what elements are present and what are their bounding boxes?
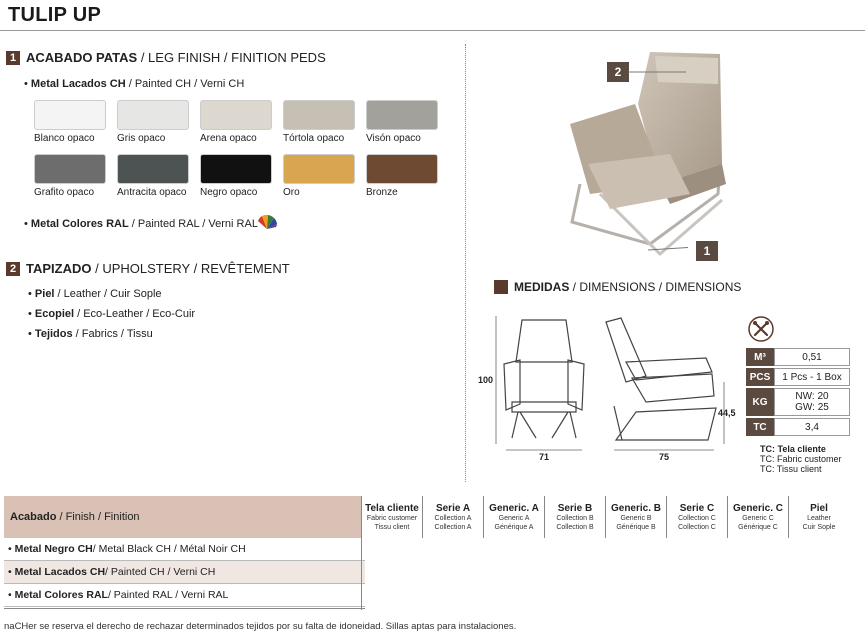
section-number: 1 [6,51,20,65]
spec-table [746,348,850,438]
column-header: Generic. B Generic B Générique B [605,496,666,538]
swatch-chip [366,154,438,184]
upholstery-item: • Ecopiel / Eco-Leather / Eco-Cuir [28,308,196,320]
column-header: Serie C Collection C Collection C [666,496,727,538]
table-row: • Metal Negro CH / Metal Black CH / Métal Noir CH [4,538,365,561]
column-header: Generic. A Generic A Générique A [483,496,544,538]
swatch-chip [200,154,272,184]
swatch[interactable]: Visón opaco [366,100,438,144]
marker-seat: 2 [607,62,629,82]
upholstery-item: • Piel / Leather / Cuir Sople [28,288,162,300]
table-bottom-rule [4,608,365,609]
table-row: • Metal Lacados CH / Painted CH / Verni CH [4,561,365,584]
column-header: Serie A Collection A Collection A [422,496,483,538]
marker-leader-lines [628,62,688,252]
swatch[interactable]: Grafito opaco [34,154,106,198]
swatch[interactable]: Oro [283,154,355,198]
table-divider [361,538,362,610]
spec-row: PCS 1 Pcs - 1 Box [746,368,850,386]
footnote: naCHer se reserva el derecho de rechazar determinados tejidos por su falta de idoneidad. Sillas aptas para instalaciones. [4,621,517,632]
spec-row: TC 3,4 [746,418,850,436]
swatch-chip [366,100,438,130]
upholstery-heading: 2 TAPIZADO / UPHOLSTERY / REVÊTEMENT [6,261,290,276]
column-header: Serie B Collection B Collection B [544,496,605,538]
dimension-drawings [476,312,746,462]
ral-color-fan-icon [256,213,278,231]
swatch[interactable]: Gris opaco [117,100,189,144]
swatch[interactable]: Bronze [366,154,438,198]
column-header: Piel Leather Cuir Sople [788,496,849,538]
depth-dimension: 75 [659,452,670,462]
spec-row: KG NW: 20 GW: 25 [746,388,850,416]
swatch-chip [283,100,355,130]
swatch[interactable]: Antracita opaco [117,154,189,198]
section-square [494,280,508,294]
column-divider [465,44,466,482]
swatch[interactable]: Negro opaco [200,154,272,198]
width-dimension: 71 [539,452,550,462]
column-header: Generic. C Generic C Générique C [727,496,788,538]
swatch[interactable]: Tórtola opaco [283,100,355,144]
swatch[interactable]: Blanco opaco [34,100,106,144]
upholstery-item: • Tejidos / Fabrics / Tissu [28,328,153,340]
leg-finish-heading: 1 ACABADO PATAS / LEG FINISH / FINITION PEDS [6,50,326,65]
swatch-chip [34,100,106,130]
seat-height-dimension: 44,5 [718,408,736,418]
finish-header-label: Acabado / Finish / Finition [4,496,361,538]
page-title: TULIP UP [8,4,102,26]
marker-leg: 1 [696,241,718,261]
lacados-bullet: • Metal Lacados CH / Painted CH / Verni CH [24,78,245,90]
finish-table [4,496,849,607]
swatch-chip [283,154,355,184]
column-header: Tela cliente Fabric customer Tissu client [361,496,422,538]
swatch-chip [117,100,189,130]
assembly-tools-icon [748,316,774,342]
swatch-chip [117,154,189,184]
title-divider [0,30,865,31]
spec-row: M³ 0,51 [746,348,850,366]
finish-table-header [4,496,849,538]
ral-bullet: • Metal Colores RAL / Painted RAL / Verni RAL [24,218,258,230]
swatch[interactable]: Arena opaco [200,100,272,144]
height-dimension: 100 [478,375,494,385]
section-number: 2 [6,262,20,276]
tc-note: TC: Tela cliente TC: Fabric customer TC: Tissu client [760,444,842,474]
dimensions-heading: MEDIDAS / DIMENSIONS / DIMENSIONS [494,280,741,294]
swatch-chip [200,100,272,130]
table-row: • Metal Colores RAL / Painted RAL / Verni RAL [4,584,365,607]
swatch-chip [34,154,106,184]
leg-finish-swatches [34,100,438,198]
